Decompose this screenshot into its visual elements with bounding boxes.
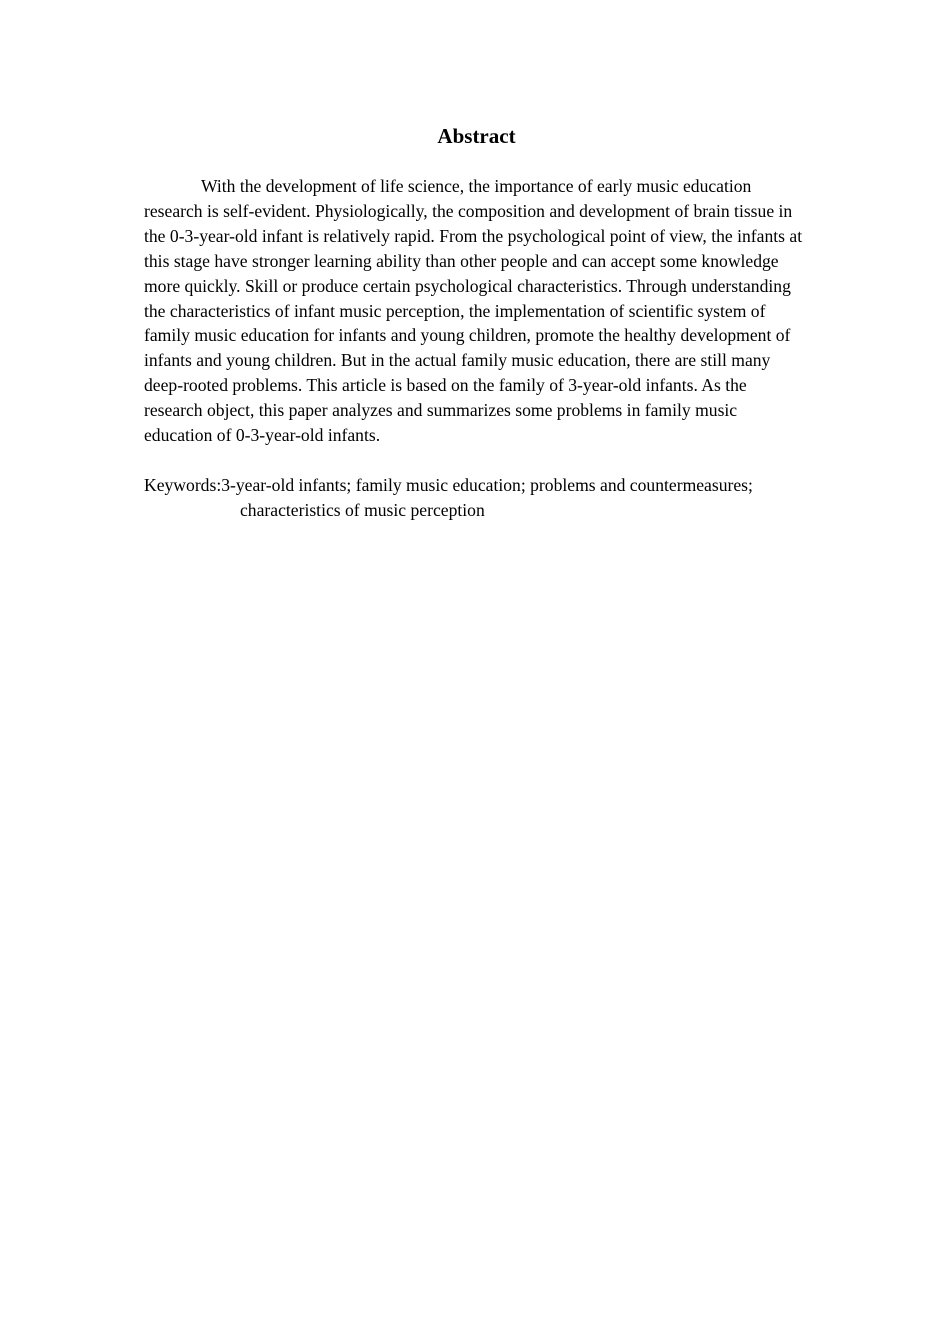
keywords-line (144, 473, 809, 523)
abstract-body: With the development of life science, the importance of early music education research is self-evident. Physiologically, the composition and development of brain tissue in the 0-3-year-old infant is relatively rapid. From the psychological point of view, the infants at this stage have stronger learning ability than other people and can accept some knowledge more quickly. Skill or produce certain psychological characteristics. Through understanding the characteristics of infant music perception, the implementation of scientific system of family music education for infants and young children, promote the healthy development of infants and young children. But in the actual family music education, there are still many deep-rooted problems. This article is based on the family of 3-year-old infants. As the research object, this paper analyzes and summarizes some problems in family music education of 0-3-year-old infants. (144, 176, 803, 446)
abstract-title: Abstract (437, 124, 516, 148)
keywords-text: 3-year-old infants; family music education; problems and countermeasures; characteristics of music perception (221, 474, 753, 520)
keywords-label: Keywords: (144, 474, 222, 495)
abstract-section (144, 118, 809, 523)
